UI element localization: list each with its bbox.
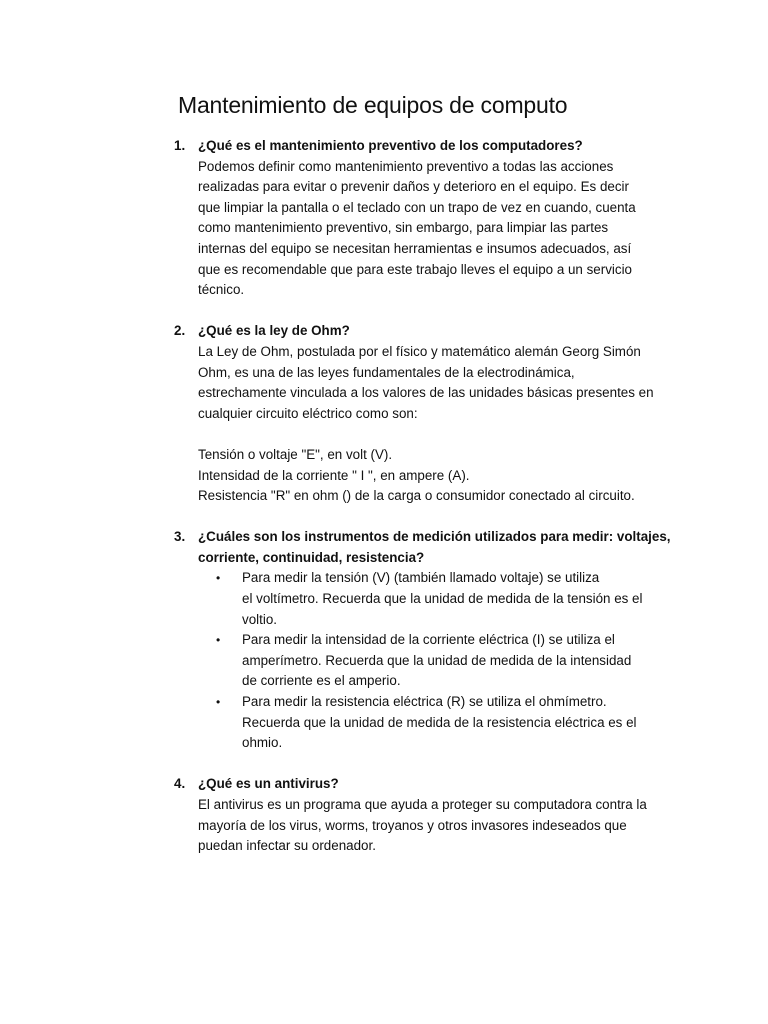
bullet-item-ammeter [198,630,674,692]
answer-line: internas del equipo se necesitan herramientas e insumos adecuados, así [198,240,632,256]
bullet-line: de corriente es el amperio. [242,673,401,689]
question-item-4 [174,774,674,856]
bullet-item-voltmeter [198,568,674,630]
bullet-line: amperímetro. Recuerda que la unidad de medida de la intensidad [242,652,632,668]
answer-text [198,157,674,301]
answer-line: como mantenimiento preventivo, sin embargo, para limpiar las partes [198,220,609,236]
bullet-line: Recuerda que la unidad de medida de la resistencia eléctrica es el [242,714,637,730]
answer-line: Ohm, es una de las leyes fundamentales de la electrodinámica, [198,364,575,380]
unit-line-voltage: Tensión o voltaje "E", en volt (V). [198,446,393,462]
question-item-2 [174,321,674,506]
answer-line: Podemos definir como mantenimiento preventivo a todas las acciones [198,158,614,174]
question-title-line: corriente, continuidad, resistencia? [198,549,425,565]
question-item-3 [174,527,674,754]
bullet-icon: • [216,571,221,586]
bullet-line: voltio. [242,611,277,627]
answer-line: que es recomendable que para este trabajo lleves el equipo a un servicio [198,261,632,277]
bullet-line: el voltímetro. Recuerda que la unidad de medida de la tensión es el [242,591,643,607]
question-list [174,136,674,857]
question-number: 1. [174,138,186,153]
question-number: 2. [174,323,186,339]
answer-line: que limpiar la pantalla o el teclado con un trapo de vez en cuando, cuenta [198,199,636,215]
question-title: ¿Qué es la ley de Ohm? [198,323,350,339]
answer-line: cualquier circuito eléctrico como son: [198,405,418,421]
bullet-icon: • [216,633,221,648]
answer-line: puedan infectar su ordenador. [198,838,376,854]
question-number: 4. [174,776,186,792]
question-item-1 [174,136,674,301]
answer-line: mayoría de los virus, worms, troyanos y otros invasores indeseados que [198,817,627,833]
bullet-line: Para medir la tensión (V) (también llamado voltaje) se utiliza [242,570,600,586]
bullet-line: Para medir la resistencia eléctrica (R) se utiliza el ohmímetro. [242,694,607,710]
answer-line: El antivirus es un programa que ayuda a proteger su computadora contra la [198,797,647,812]
answer-line: realizadas para evitar o prevenir daños y deterioro en el equipo. Es decir [198,179,629,195]
answer-text [198,795,674,857]
page-title: Mantenimiento de equipos de computo [178,92,568,118]
bullet-icon: • [216,695,221,710]
question-title-line: ¿Cuáles son los instrumentos de medición utilizados para medir: voltajes, [198,529,671,545]
answer-line: La Ley de Ohm, postulada por el físico y matemático alemán Georg Simón [198,343,641,359]
bullet-line: Para medir la intensidad de la corriente eléctrica (I) se utiliza el [242,632,615,648]
answer-text [198,342,674,507]
question-title: ¿Qué es un antivirus? [198,776,339,792]
answer-line: técnico. [198,282,245,298]
bullet-list [198,568,674,753]
question-title: ¿Qué es el mantenimiento preventivo de los computadores? [198,138,583,153]
answer-line: estrechamente vinculada a los valores de las unidades básicas presentes en [198,385,654,401]
question-number: 3. [174,529,186,545]
bullet-line: ohmio. [242,735,283,751]
unit-line-current: Intensidad de la corriente " I ", en ampere (A). [198,467,470,483]
paragraph-spacer [198,424,674,445]
bullet-item-ohmmeter [198,692,674,754]
unit-line-resistance: Resistencia "R" en ohm () de la carga o consumidor conectado al circuito. [198,488,635,504]
